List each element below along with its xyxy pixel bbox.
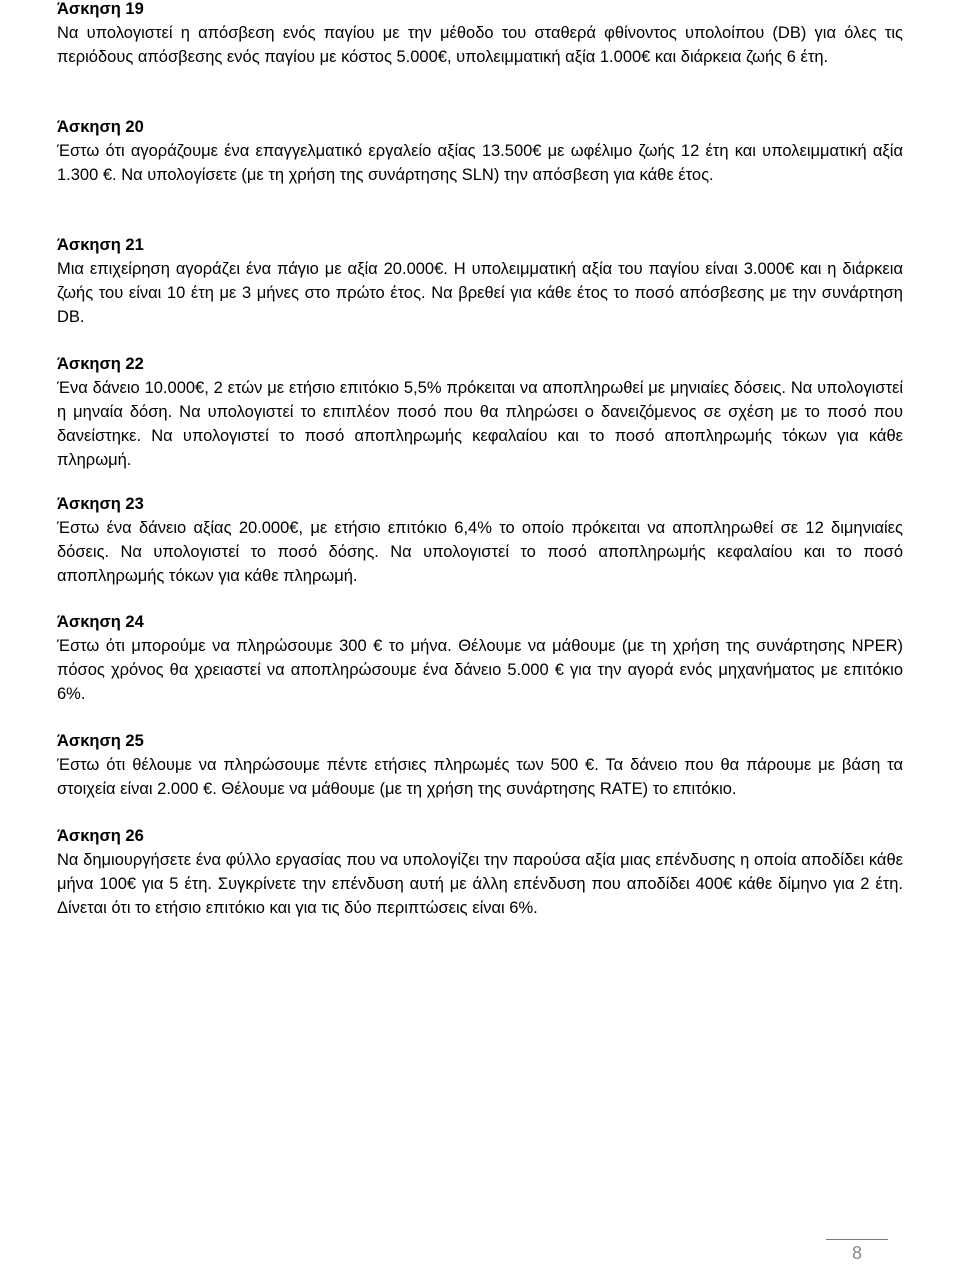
page-footer: [0, 1231, 960, 1267]
exercise-title: Άσκηση 25: [57, 732, 144, 750]
exercise-title: Άσκηση 22: [57, 355, 144, 373]
exercise-title: Άσκηση 23: [57, 495, 144, 513]
exercise-21: [57, 233, 903, 329]
exercise-text: Μια επιχείρηση αγοράζει ένα πάγιο με αξία 20.000€. Η υπολειμματική αξία του παγίου είναι 3.000€ και η διάρκεια ζωής του είναι 10 έτη με 3 μήνες στο πρώτο έτος. Να βρεθεί για κάθε έτος το ποσό απόσβεσης με την συνάρτηση DB.: [57, 260, 903, 326]
exercise-text: Να υπολογιστεί η απόσβεση ενός παγίου με την μέθοδο του σταθερά φθίνοντος υπολοίπου (DB) για όλες τις περιόδους απόσβεσης ενός παγίου με κόστος 5.000€, υπολειμματική αξία 1.000€ και διάρκεια ζωής 6 έτη.: [57, 24, 903, 66]
exercise-24: [57, 610, 903, 706]
exercise-23: [57, 492, 903, 588]
exercise-25: [57, 729, 903, 801]
page-number: 8: [851, 1243, 862, 1263]
exercise-text: Έστω ότι μπορούμε να πληρώσουμε 300 € το μήνα. Θέλουμε να μάθουμε (με τη χρήση της συνάρτησης NPER) πόσος χρόνος θα χρειαστεί να αποπληρώσουμε ένα δάνειο 5.000 € για την αγορά ενός μηχανήματος με επιτόκιο 6%.: [57, 637, 903, 703]
exercise-text: Ένα δάνειο 10.000€, 2 ετών με ετήσιο επιτόκιο 5,5% πρόκειται να αποπληρωθεί με μηνιαίες δόσεις. Να υπολογιστεί η μηναία δόση. Να υπολογιστεί το επιπλέον ποσό που θα πληρώσει ο δανειζόμενος σε σχέση με το ποσό που δανείστηκε. Να υπολογιστεί το ποσό αποπληρωμής κεφαλαίου και το ποσό αποπληρωμής τόκων για κάθε πληρωμή.: [57, 379, 903, 469]
exercise-title: Άσκηση 20: [57, 118, 144, 136]
exercise-title: Άσκηση 26: [57, 827, 144, 845]
exercise-26: [57, 824, 903, 920]
exercise-text: Να δημιουργήσετε ένα φύλλο εργασίας που να υπολογίζει την παρούσα αξία μιας επένδυσης η οποία αποδίδει κάθε μήνα 100€ για 5 έτη. Συγκρίνετε την επένδυση αυτή με άλλη επένδυση που αποδίδει 400€ κάθε δίμηνο για 2 έτη. Δίνεται ότι το ετήσιο επιτόκιο και για τις δύο περιπτώσεις είναι 6%.: [57, 851, 903, 917]
exercise-22: [57, 352, 903, 472]
exercise-title: Άσκηση 24: [57, 613, 144, 631]
footer-divider: [826, 1239, 888, 1240]
exercise-text: Έστω ότι αγοράζουμε ένα επαγγελματικό εργαλείο αξίας 13.500€ με ωφέλιμο ζωής 12 έτη και υπολειμματική αξία 1.300 €. Να υπολογίσετε (με τη χρήση της συνάρτησης SLN) την απόσβεση για κάθε έτος.: [57, 142, 903, 184]
exercise-text: Έστω ότι θέλουμε να πληρώσουμε πέντε ετήσιες πληρωμές των 500 €. Τα δάνειο που θα πάρουμε με βάση τα στοιχεία είναι 2.000 €. Θέλουμε να μάθουμε (με τη χρήση της συνάρτησης RATE) το επιτόκιο.: [57, 756, 903, 798]
exercise-text: Έστω ένα δάνειο αξίας 20.000€, με ετήσιο επιτόκιο 6,4% το οποίο πρόκειται να αποπληρωθεί σε 12 διμηνιαίες δόσεις. Να υπολογιστεί το ποσό δόσης. Να υπολογιστεί το ποσό αποπληρωμής κεφαλαίου και το ποσό αποπληρωμής τόκων για κάθε πληρωμή.: [57, 519, 903, 585]
exercise-20: [57, 115, 903, 187]
exercise-title: Άσκηση 19: [57, 0, 144, 18]
exercise-19: [57, 0, 903, 69]
exercise-title: Άσκηση 21: [57, 236, 144, 254]
